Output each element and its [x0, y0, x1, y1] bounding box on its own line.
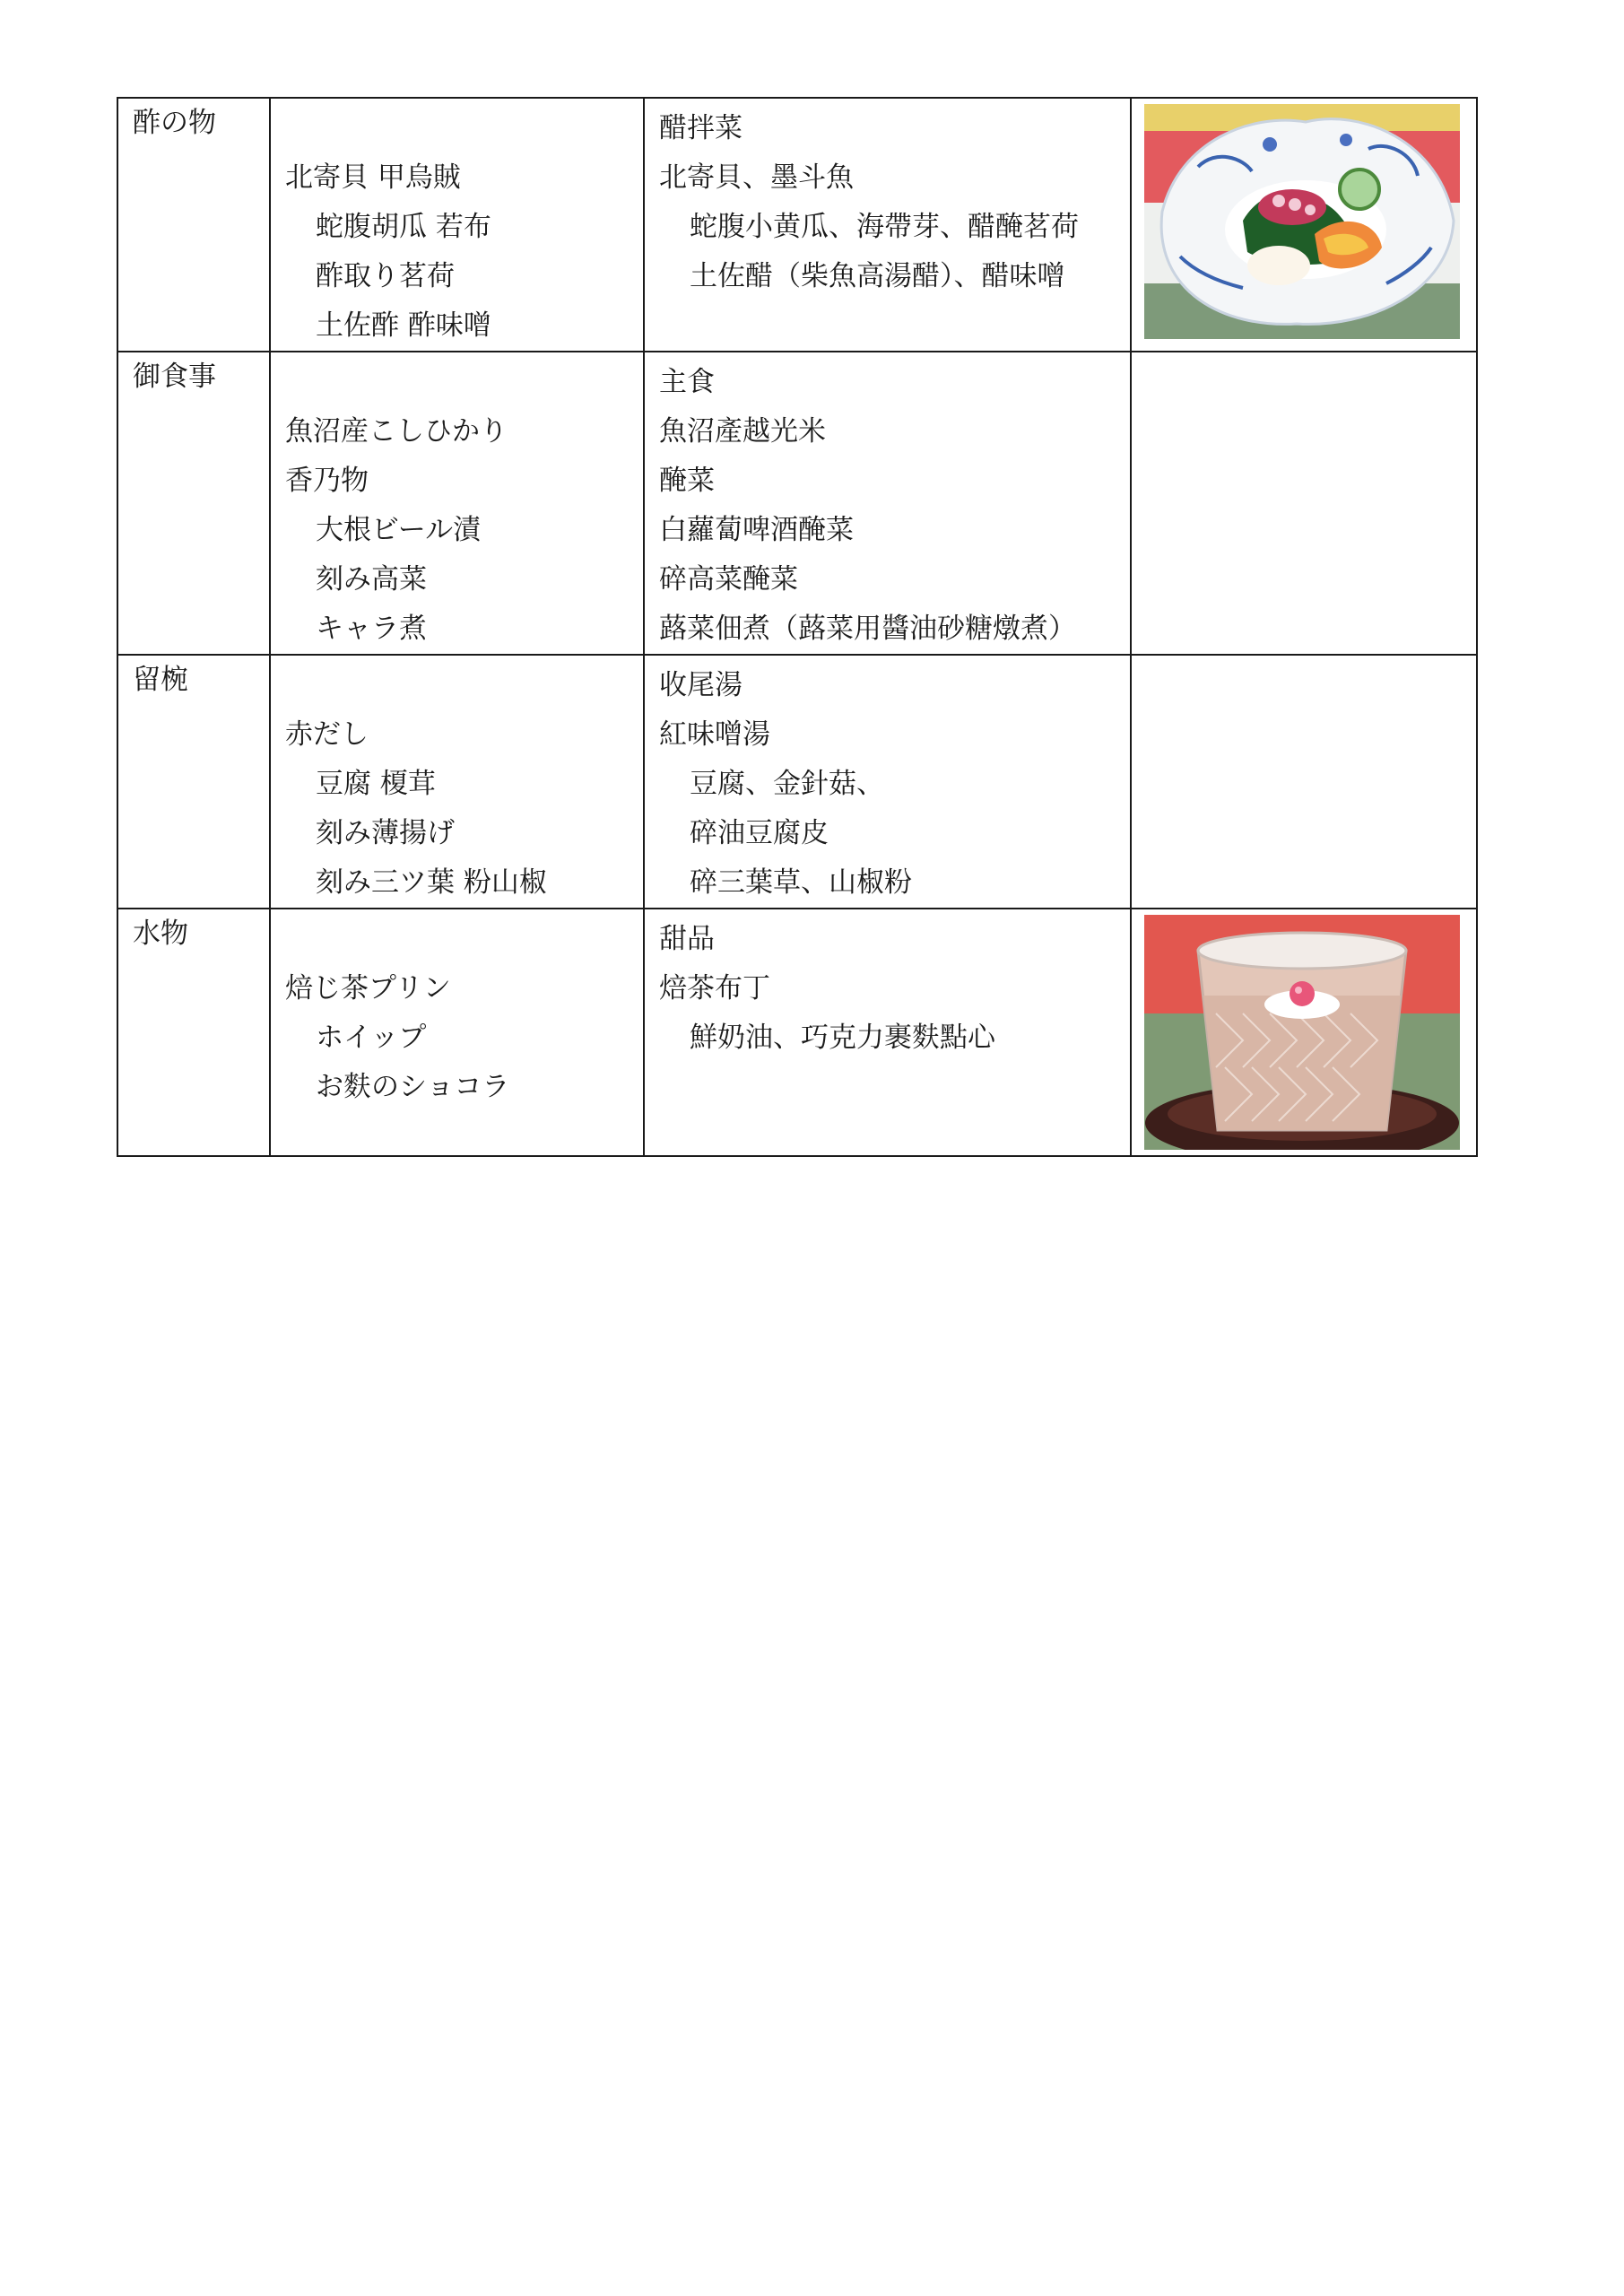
jp-line: 北寄貝 甲烏賊 [285, 161, 461, 194]
zh-line: 碎油豆腐皮 [690, 817, 829, 849]
japanese-menu-cell [270, 909, 644, 1156]
vinegared-seafood-dish-photo [1144, 104, 1460, 339]
zh-line: 蕗菜佃煮（蕗菜用醬油砂糖燉煮） [659, 613, 1076, 645]
jp-line: お麩のショコラ [316, 1071, 510, 1103]
zh-line: 醋拌菜 [659, 112, 743, 144]
jp-line: 刻み薄揚げ [316, 817, 455, 849]
photo-cell [1131, 352, 1477, 655]
category-label: 酢の物 [133, 107, 216, 139]
zh-line: 魚沼產越光米 [659, 415, 826, 448]
zh-line: 碎高菜醃菜 [659, 563, 798, 596]
jp-line [285, 661, 643, 710]
photo-cell [1131, 98, 1477, 352]
hojicha-pudding-photo [1144, 915, 1460, 1150]
chinese-menu-cell [644, 655, 1131, 909]
zh-line: 鮮奶油、巧克力裹麩點心 [690, 1022, 995, 1054]
course-row [117, 352, 1477, 655]
jp-line: 蛇腹胡瓜 若布 [316, 211, 491, 243]
photo-cell [1131, 909, 1477, 1156]
japanese-menu-cell [270, 655, 644, 909]
japanese-menu-cell [270, 352, 644, 655]
jp-line: 刻み三ツ葉 粉山椒 [316, 866, 547, 899]
zh-line: 碎三葉草、山椒粉 [690, 866, 912, 899]
jp-line: 香乃物 [285, 465, 369, 497]
zh-line: 土佐醋（柴魚高湯醋）、醋味噌 [690, 260, 1065, 292]
zh-line: 焙茶布丁 [659, 972, 770, 1004]
course-row [117, 909, 1477, 1156]
course-row [117, 655, 1477, 909]
category-label: 水物 [133, 918, 188, 950]
photo-cell [1131, 655, 1477, 909]
category-cell [117, 909, 270, 1156]
category-label: 御食事 [133, 361, 216, 393]
jp-line: 魚沼産こしひかり [285, 415, 508, 448]
zh-line: 甜品 [659, 923, 715, 955]
zh-line: 收尾湯 [659, 669, 743, 701]
category-label: 留椀 [133, 664, 188, 696]
zh-line: 主食 [659, 366, 715, 398]
jp-line: 焙じ茶プリン [285, 972, 451, 1004]
category-cell [117, 352, 270, 655]
jp-line: 豆腐 榎茸 [316, 768, 436, 800]
jp-line: 大根ビール漬 [316, 514, 482, 546]
jp-line: 刻み高菜 [316, 563, 427, 596]
category-cell [117, 655, 270, 909]
category-cell [117, 98, 270, 352]
zh-line: 白蘿蔔啤酒醃菜 [659, 514, 854, 546]
course-row [117, 98, 1477, 352]
zh-line: 紅味噌湯 [659, 718, 770, 751]
jp-line: 酢取り茗荷 [316, 260, 455, 292]
jp-line [285, 358, 643, 407]
jp-line: 土佐酢 酢味噌 [316, 309, 491, 342]
japanese-menu-cell [270, 98, 644, 352]
chinese-menu-cell [644, 98, 1131, 352]
jp-line: 赤だし [285, 718, 369, 751]
jp-line: ホイップ [316, 1022, 427, 1054]
jp-line [285, 104, 643, 153]
menu-table [117, 97, 1478, 1157]
chinese-menu-cell [644, 909, 1131, 1156]
zh-line: 北寄貝、墨斗魚 [659, 161, 854, 194]
zh-line: 醃菜 [659, 465, 715, 497]
zh-line: 豆腐、金針菇、 [690, 768, 884, 800]
zh-line: 蛇腹小黄瓜、海帶芽、醋醃茗荷 [690, 211, 1079, 243]
jp-line [285, 915, 643, 964]
chinese-menu-cell [644, 352, 1131, 655]
jp-line: キャラ煮 [316, 613, 427, 645]
